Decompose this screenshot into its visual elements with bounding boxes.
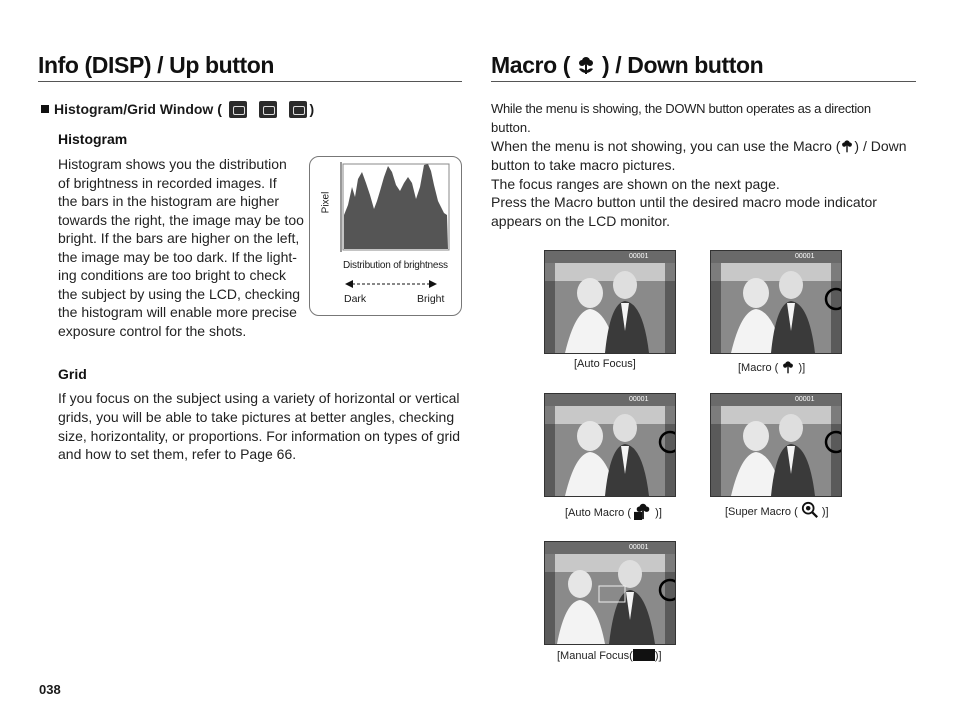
subheading-suffix: ) bbox=[309, 101, 315, 117]
caption-text: )] bbox=[821, 506, 829, 518]
right-title-rule bbox=[491, 81, 916, 82]
histogram-heading: Histogram bbox=[58, 131, 128, 147]
caption-auto-focus: [Auto Focus] bbox=[574, 358, 636, 370]
wedding-photo bbox=[711, 394, 841, 496]
macro-flower-icon bbox=[576, 55, 596, 75]
square-bullet bbox=[41, 105, 49, 113]
lcd-screen-auto-macro bbox=[544, 393, 676, 497]
paragraph-line bbox=[491, 137, 907, 156]
paragraph-line: the histogram will enable more precise bbox=[58, 304, 297, 320]
lcd-screen-auto-focus bbox=[544, 250, 676, 354]
caption-manual-focus bbox=[557, 649, 662, 662]
caption-text: )] bbox=[798, 362, 806, 374]
macro-title-suffix: ) / Down button bbox=[602, 52, 764, 78]
caption-text: )] bbox=[655, 507, 662, 519]
paragraph-line: size, horizontality, or proportions. For information on types of grid bbox=[58, 428, 461, 444]
bright-label: Bright bbox=[417, 293, 445, 305]
grid-icon bbox=[289, 101, 307, 118]
manual-focus-icon bbox=[633, 649, 655, 661]
line-text: ) / Down bbox=[854, 138, 907, 154]
super-macro-icon bbox=[801, 501, 819, 519]
paragraph-line: the bars in the histogram are higher bbox=[58, 193, 280, 209]
grid-heading: Grid bbox=[58, 366, 87, 382]
page-number: 038 bbox=[39, 682, 61, 697]
lcd-screen-super-macro bbox=[710, 393, 842, 497]
histogram-plot bbox=[310, 157, 461, 315]
subheading-label: Histogram/Grid Window ( bbox=[54, 101, 222, 117]
paragraph-line: exposure control for the shots. bbox=[58, 323, 247, 339]
paragraph-line: ing conditions are too bright to check bbox=[58, 267, 287, 283]
lcd-screen-macro bbox=[710, 250, 842, 354]
paragraph-line: While the menu is showing, the DOWN button operates as a direction bbox=[491, 101, 871, 116]
caption-text: [Auto Macro ( bbox=[565, 507, 632, 519]
paragraph-line: Histogram shows you the distribution bbox=[58, 156, 287, 172]
paragraph-line: Press the Macro button until the desired macro mode indicator bbox=[491, 194, 877, 210]
paragraph-line: of brightness in recorded images. If bbox=[58, 175, 277, 191]
pixel-axis-label: Pixel bbox=[320, 191, 332, 214]
paragraph-line: If you focus on the subject using a variety of horizontal or vertical bbox=[58, 390, 460, 406]
caption-macro bbox=[738, 360, 805, 374]
grid-icon bbox=[259, 101, 277, 118]
grid-icon bbox=[229, 101, 247, 118]
caption-text: )] bbox=[654, 650, 662, 662]
wedding-photo bbox=[545, 394, 675, 496]
paragraph-line: bright. If the bars are higher on the left, bbox=[58, 230, 300, 246]
paragraph-line: appears on the LCD monitor. bbox=[491, 213, 670, 229]
right-section-title bbox=[491, 51, 763, 79]
paragraph-line: button to take macro pictures. bbox=[491, 157, 676, 173]
line-text: When the menu is not showing, you can use the Macro ( bbox=[491, 138, 841, 154]
lcd-counter: 00001 bbox=[629, 544, 649, 551]
histogram-grid-subheading bbox=[41, 101, 314, 119]
wedding-photo bbox=[545, 251, 675, 353]
caption-super-macro bbox=[725, 501, 829, 519]
lcd-counter: 00001 bbox=[795, 253, 815, 260]
macro-flower-icon bbox=[840, 139, 854, 153]
histogram-figure bbox=[309, 156, 462, 316]
macro-flower-icon bbox=[781, 360, 795, 374]
auto-macro-icon bbox=[634, 502, 652, 520]
paragraph-line: grids, you will be able to take pictures at better angles, checking bbox=[58, 409, 455, 425]
wedding-photo bbox=[711, 251, 841, 353]
paragraph-line: and how to set them, refer to Page 66. bbox=[58, 446, 297, 462]
paragraph-line: the image may be too dark. If the light- bbox=[58, 249, 297, 265]
paragraph-line: button. bbox=[491, 120, 531, 135]
paragraph-line: The focus ranges are shown on the next page. bbox=[491, 176, 780, 192]
left-section-title: Info (DISP) / Up button bbox=[38, 52, 275, 78]
lcd-counter: 00001 bbox=[795, 396, 815, 403]
caption-text: [Macro ( bbox=[738, 362, 779, 374]
macro-title-prefix: Macro ( bbox=[491, 52, 570, 78]
lcd-counter: 00001 bbox=[629, 396, 649, 403]
paragraph-line: the subject by using the LCD, checking bbox=[58, 286, 301, 302]
dark-label: Dark bbox=[344, 293, 367, 305]
lcd-screen-manual-focus bbox=[544, 541, 676, 645]
left-title-rule bbox=[38, 81, 462, 82]
brightness-axis-label: Distribution of brightness bbox=[343, 260, 448, 271]
caption-text: [Super Macro ( bbox=[725, 506, 798, 518]
caption-text: [Manual Focus( bbox=[557, 650, 633, 662]
lcd-counter: 00001 bbox=[629, 253, 649, 260]
caption-auto-macro bbox=[565, 502, 662, 520]
paragraph-line: towards the right, the image may be too bbox=[58, 212, 304, 228]
wedding-photo bbox=[545, 542, 675, 644]
